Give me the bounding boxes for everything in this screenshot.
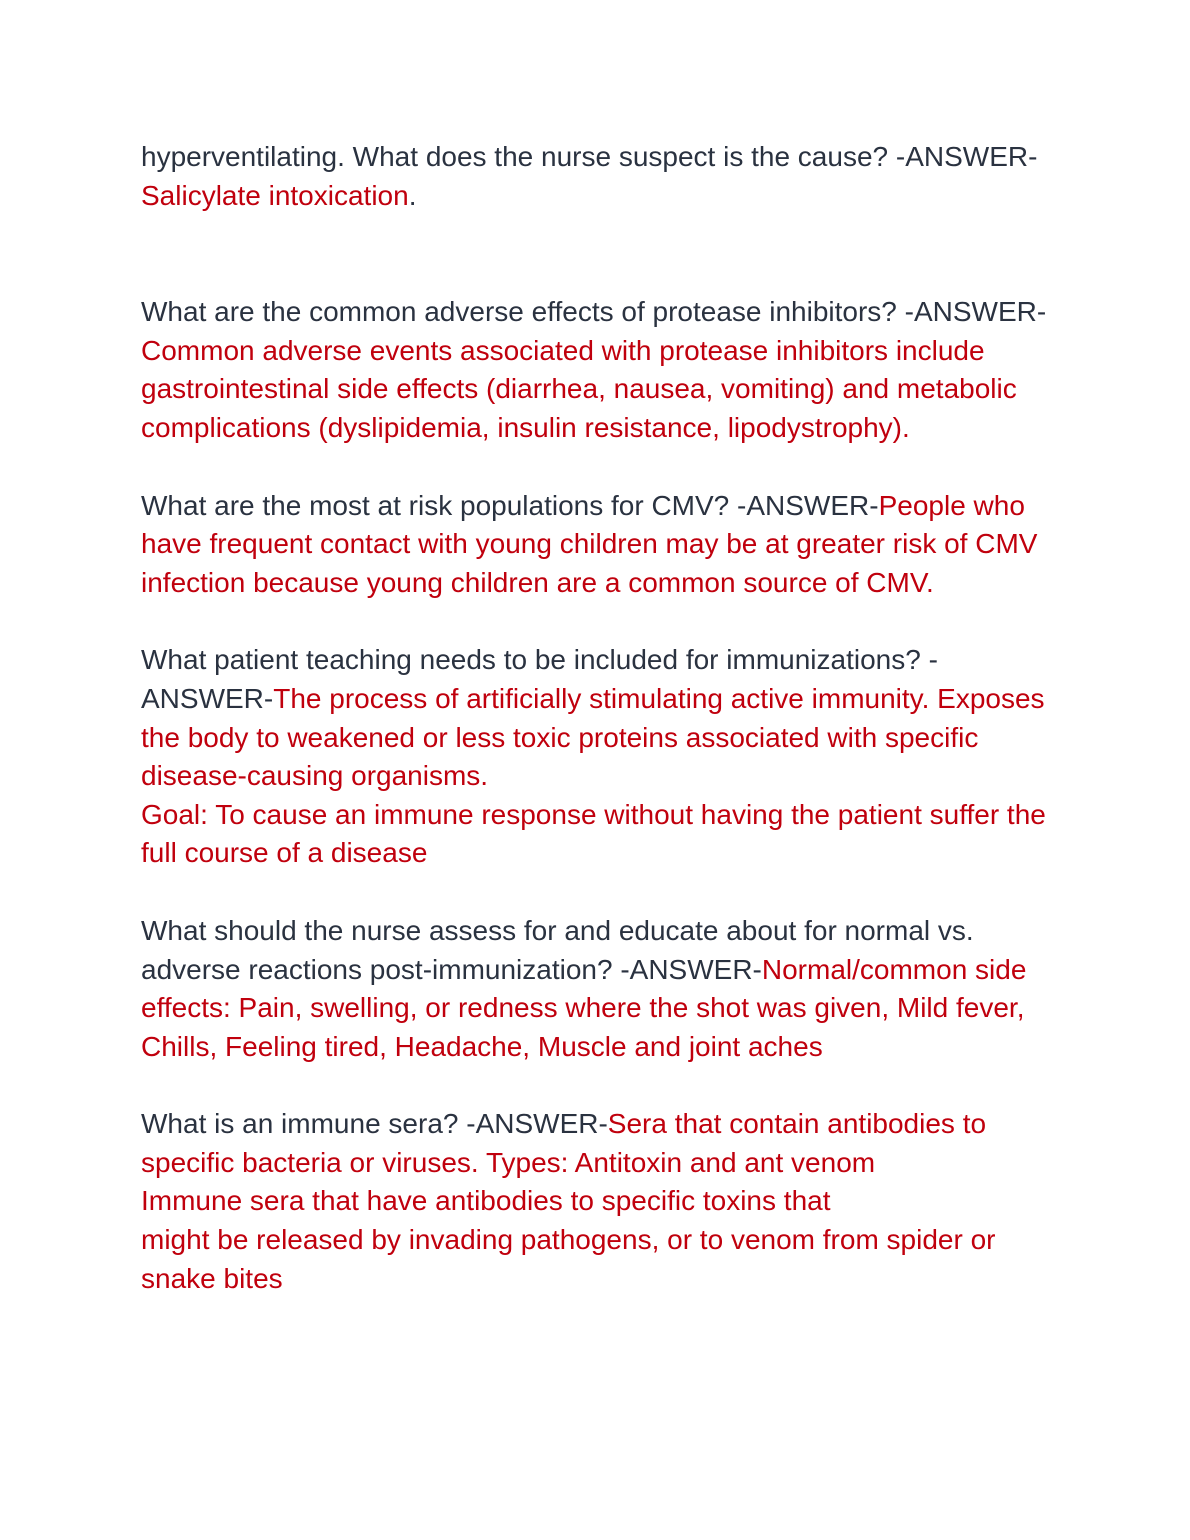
question-text: What are the common adverse effects of protease inhibitors? -ANSWER- bbox=[141, 296, 1047, 328]
answer-goal-text: Goal: To cause an immune response without having the patient suffer the full course of a disease bbox=[141, 798, 1046, 869]
spacer bbox=[141, 448, 1061, 487]
question-text: hyperventilating. What does the nurse suspect is the cause? -ANSWER- bbox=[141, 141, 1038, 172]
answer-text: Normal/common side effects: Pain, swelling, or redness where the shot was given, Mild fever, Chills, Feeling tired, Headache, Muscle and joint aches bbox=[141, 953, 1027, 1062]
question-text: What patient teaching needs to be included for immunizations? -ANSWER- bbox=[141, 644, 938, 714]
qa-item-post-immunization bbox=[141, 912, 1061, 1066]
spacer bbox=[141, 873, 1061, 912]
question-text: What is an immune sera? -ANSWER- bbox=[141, 1108, 608, 1140]
answer-text: Sera that contain antibodies to specific bacteria or viruses. Types: Antitoxin and ant venom bbox=[141, 1108, 987, 1178]
question-text: What are the most at risk populations for CMV? -ANSWER- bbox=[141, 489, 879, 521]
answer-line-2: Immune sera that have antibodies to specific toxins that bbox=[141, 1185, 831, 1217]
answer-text: Common adverse events associated with protease inhibitors include gastrointestinal side effects (diarrhea, nausea, vomiting) and metabolic complications (dyslipidemia, insulin resistance, lipodystrophy). bbox=[141, 334, 1017, 443]
qa-item-salicylate bbox=[141, 138, 1061, 215]
answer-text: Salicylate intoxication bbox=[141, 179, 409, 211]
spacer bbox=[141, 602, 1061, 641]
qa-item-cmv bbox=[141, 487, 1061, 603]
question-text: What should the nurse assess for and educate about for normal vs. adverse reactions post-immunization? -ANSWER- bbox=[141, 914, 974, 985]
answer-text: The process of artificially stimulating active immunity. Exposes the body to weakened or less toxic proteins associated with specific disease-causing organisms. bbox=[141, 682, 1045, 792]
qa-item-immune-sera bbox=[141, 1105, 1061, 1298]
qa-item-protease-inhibitors bbox=[141, 293, 1061, 447]
answer-line-3: might be released by invading pathogens, or to venom from spider or snake bites bbox=[141, 1224, 996, 1294]
spacer bbox=[141, 1066, 1061, 1105]
spacer bbox=[141, 215, 1061, 293]
qa-item-immunization-teaching bbox=[141, 641, 1061, 873]
answer-trailing-period: . bbox=[408, 179, 417, 211]
answer-text: People who have frequent contact with young children may be at greater risk of CMV infection because young children are a common source of CMV. bbox=[141, 489, 1038, 598]
qa-content bbox=[141, 138, 1061, 1298]
